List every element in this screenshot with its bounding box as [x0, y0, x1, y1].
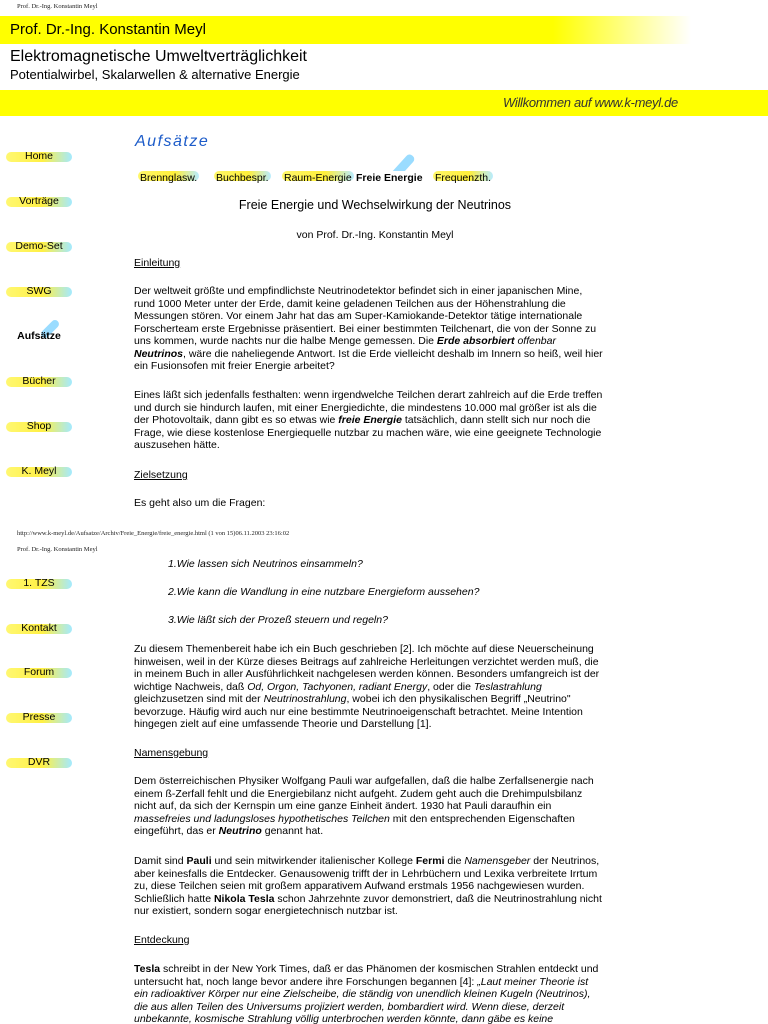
article-author: von Prof. Dr.-Ing. Konstantin Meyl — [296, 229, 454, 241]
subnav-raum-energie[interactable] — [282, 168, 354, 184]
sidebar-item-label: 1. TZS — [23, 577, 55, 589]
section-title-einleitung: Einleitung — [134, 257, 181, 269]
sidebar-item-demo-set[interactable] — [6, 240, 72, 254]
welcome-bar — [0, 90, 768, 116]
sidebar-item-label: DVR — [27, 756, 51, 768]
section-title-namensgebung: Namensgebung — [134, 747, 209, 759]
sidebar-item-vortraege[interactable] — [6, 195, 72, 209]
sidebar-item-k-meyl[interactable] — [6, 465, 72, 479]
question-1: 1.Wie lassen sich Neutrinos einsammeln? — [168, 558, 363, 570]
sidebar-item-dvr[interactable] — [6, 756, 72, 770]
sidebar-item-label: Vorträge — [19, 195, 59, 207]
sidebar-item-label: Kontakt — [21, 622, 57, 634]
sidebar-item-label: Demo-Set — [15, 240, 63, 252]
top-banner — [0, 16, 768, 44]
subnav-brennglasw[interactable] — [138, 168, 199, 184]
subnav-freie-energie[interactable] — [354, 168, 425, 184]
section-title-entdeckung: Entdeckung — [134, 934, 190, 946]
paragraph-4: Zu diesem Themenbereit habe ich ein Buch geschrieben [2]. Ich möchte auf diese Neuerscheinung hinweisen, weil in der Kürze dieses Beitrags auf zahlreiche Herleitungen verzichtet werden muß, die in meinem Buch in aller Ausführlichkeit nachgelesen werden können. Besonders umfangreich ist der wichtige Nachweis, daß Od, Orgon, Tachyonen, radiant Energy, oder die Teslastrahlung gleichzusetzen sind mit der Neutrinostrahlung, wobei ich den physikalischen Begriff „Neutrino" bevorzuge. Häufig wird auch nur eine bestimmte Neutrinoeigenschaft betrachtet. Meine Intention hingegen zielt auf eine umfassende Theorie und Darstellung [1]. — [134, 643, 600, 730]
sidebar-item-presse[interactable] — [6, 711, 72, 725]
paragraph-7: Tesla schreibt in der New York Times, daß er das Phänomen der kosmischen Strahlen entdeckt und untersucht hat, noch lange bevor andere ihre Forschungen begannen [4]: „Laut meiner Theorie ist ein radioaktiver Körper nur eine Zielscheibe, die ständig von unendlich kleinen Kugeln (Neutrinos), die aus allen Teilen des Universums projiziert werden, bombardiert wird. Wenn diese, derzeit unbekannte, kosmische Strahlung völlig unterbrochen werden könnte, dann gäbe es keine — [134, 963, 599, 1024]
sidebar-item-label: SWG — [26, 285, 52, 297]
sidebar-item-label: Shop — [26, 420, 52, 432]
print-header-page-2: Prof. Dr.-Ing. Konstantin Meyl — [17, 546, 98, 553]
paragraph-3: Es geht also um die Fragen: — [134, 497, 266, 509]
site-title: Elektromagnetische Umweltverträglichkeit — [10, 48, 307, 65]
question-3: 3.Wie läßt sich der Prozeß steuern und regeln? — [168, 614, 388, 626]
subnav-label: Brennglasw. — [140, 172, 198, 184]
sidebar-item-forum[interactable] — [6, 666, 72, 680]
sidebar-item-label: Aufsätze — [17, 330, 61, 342]
sidebar-item-buecher[interactable] — [6, 375, 72, 389]
sidebar-item-aufsaetze[interactable] — [6, 330, 72, 344]
sidebar-item-label: Home — [24, 150, 53, 162]
subnav-label: Frequenzth. — [435, 172, 492, 184]
print-header: Prof. Dr.-Ing. Konstantin Meyl — [17, 3, 98, 10]
sidebar-item-label: Presse — [22, 711, 56, 723]
article-title: Freie Energie und Wechselwirkung der Neutrinos — [238, 198, 512, 212]
sidebar-item-kontakt[interactable] — [6, 622, 72, 636]
sidebar-item-label: Forum — [23, 666, 55, 678]
sidebar-item-shop[interactable] — [6, 420, 72, 434]
section-heading: Aufsätze — [135, 133, 210, 150]
sidebar-item-1-tzs[interactable] — [6, 577, 72, 591]
paragraph-1: Der weltweit größte und empfindlichste Neutrinodetektor befindet sich in einer japanischen Mine, rund 1000 Meter unter der Erde, damit keine geladenen Teilchen aus der Höhenstrahlung die Messungen stören. Vor einem Jahr hat das am Super-Kamiokande-Detektor tätige internationale Forscherteam erste Ergebnisse präsentiert. Bei einer bestimmten Teilchenart, die von der Sonne zu uns kommen, wurde nachts nur die halbe Menge gemessen. Die Erde absorbiert offenbar Neutrinos, wäre die naheliegende Antwort. Ist die Erde vielleicht deshalb im Innern so heiß, weil hier ein Fusionsofen mit freier Energie arbeitet? — [134, 285, 603, 372]
subnav-frequenzth[interactable] — [433, 168, 493, 184]
print-footer-url: http://www.k-meyl.de/Aufsatze/Archiv/Freie_Energie/freie_energie.html (1 von 15)06.11.2003 23:16:02 — [17, 530, 290, 537]
sidebar-item-swg[interactable] — [6, 285, 72, 299]
banner-title: Prof. Dr.-Ing. Konstantin Meyl — [10, 21, 206, 38]
paragraph-6: Damit sind Pauli und sein mitwirkender italienischer Kollege Fermi die Namensgeber der Neutrinos, aber keinesfalls die Entdecker. Genausowenig trifft der in Lehrbüchern und Lexika verbreitete Irrtum zu, diese Teilchen seien mit großem apparativem Aufwand erstmals 1956 nachgewiesen wurden. Schließlich hatte Nikola Tesla schon Jahrzehnte zuvor demonstriert, daß die Neutrinostrahlung nicht nur existiert, sondern sogar energietechnisch nutzbar ist. — [134, 855, 602, 917]
sidebar-item-label: Bücher — [22, 375, 56, 387]
subnav-label: Raum-Energie — [284, 172, 352, 184]
paragraph-2: Eines läßt sich jedenfalls festhalten: wenn irgendwelche Teilchen derart zahlreich auf die Erde treffen und durch sie hindurch laufen, mit einer Energiedichte, die mindestens 10.000 mal größer ist als die der Photovoltaik, dann gibt es so etwas wie freie Energie tatsächlich, dann stellt sich nur noch die Frage, wie diese kostenlose Energiequelle nutzbar zu machen wäre, wie eine geeignete Technologie auszusehen hätte. — [134, 389, 603, 451]
subnav-label: Buchbespr. — [216, 172, 269, 184]
site-subtitle: Potentialwirbel, Skalarwellen & alternative Energie — [10, 67, 300, 82]
sidebar-item-home[interactable] — [6, 150, 72, 164]
welcome-text[interactable]: Willkommen auf www.k-meyl.de — [503, 95, 678, 110]
subnav-buchbespr[interactable] — [214, 168, 271, 184]
paragraph-5: Dem österreichischen Physiker Wolfgang Pauli war aufgefallen, daß die halbe Zerfallsenergie nach einem ß-Zerfall fehlt und die Energiebilanz nicht aufgeht. Zudem geht auch die Drehimpulsbilanz nicht auf, da sich der Kernspin um eine ganze Einheit ändert. 1930 hat Pauli daraufhin ein massefreies und ladungsloses hypothetisches Teilchen mit den entsprechenden Eigenschaften eingeführt, das er Neutrino genannt hat. — [134, 775, 594, 837]
section-title-zielsetzung: Zielsetzung — [134, 469, 188, 481]
sidebar-item-label: K. Meyl — [21, 465, 57, 477]
subnav-label: Freie Energie — [356, 172, 423, 184]
question-2: 2.Wie kann die Wandlung in eine nutzbare Energieform aussehen? — [168, 586, 480, 598]
